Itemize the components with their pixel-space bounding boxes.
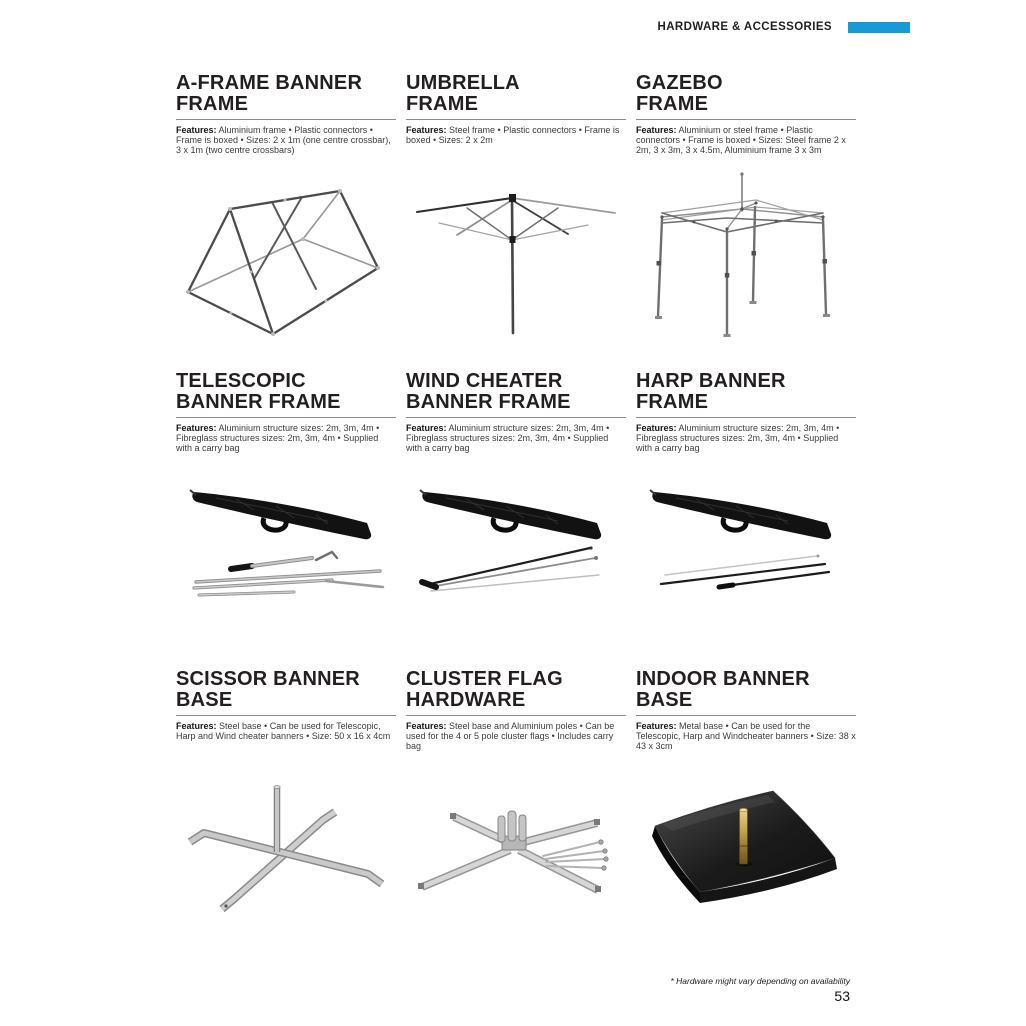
product-title — [176, 73, 396, 115]
product-image-wrap — [176, 760, 396, 945]
header-accent-bar — [848, 22, 910, 33]
product-title-line2: FRAME — [176, 93, 249, 115]
product-title-line2: FRAME — [406, 93, 479, 115]
product-title-line2: BASE — [636, 689, 693, 711]
product-title — [406, 371, 626, 413]
features-label: Features: — [176, 125, 217, 135]
features-text: Steel base and Aluminium poles • Can be used for the 4 or 5 pole cluster flags • Includes carry bag — [406, 721, 615, 751]
page-number: 53 — [834, 988, 850, 1004]
features-label: Features: — [406, 125, 447, 135]
product-title-line2: FRAME — [636, 391, 709, 413]
features-text: Aluminium frame • Plastic connectors • Frame is boxed • Sizes: 2 x 1m (one centre crossbar), 3 x 1m (two centre crossbars) — [176, 125, 391, 155]
page-header-title: HARDWARE & ACCESSORIES — [657, 21, 832, 33]
cluster-flag-hardware-image — [406, 760, 626, 945]
product-title — [636, 73, 856, 115]
product-features — [176, 125, 396, 157]
product-title-line2: BANNER FRAME — [406, 391, 571, 413]
product-card-telescopic-banner-frame — [176, 371, 396, 633]
title-separator — [406, 119, 626, 120]
title-separator — [406, 417, 626, 418]
product-title-line2: BASE — [176, 689, 233, 711]
title-separator — [406, 715, 626, 716]
product-features — [406, 125, 626, 157]
title-separator — [176, 119, 396, 120]
product-title-line1: A-FRAME BANNER — [176, 72, 363, 94]
features-label: Features: — [406, 721, 447, 731]
product-image-wrap — [176, 161, 396, 356]
product-card-a-frame-banner-frame — [176, 73, 396, 356]
product-title — [176, 371, 396, 413]
product-title-line1: GAZEBO — [636, 72, 723, 94]
product-title — [176, 669, 396, 711]
product-image-wrap — [176, 468, 396, 633]
product-features — [636, 721, 856, 753]
product-title-line2: FRAME — [636, 93, 709, 115]
product-features — [636, 423, 856, 455]
product-image-wrap — [636, 161, 856, 356]
product-image-wrap — [636, 760, 856, 945]
product-image-wrap — [636, 468, 856, 633]
telescopic-banner-frame-image — [176, 468, 396, 633]
features-text: Aluminium structure sizes: 2m, 3m, 4m • Fibreglass structures sizes: 2m, 3m, 4m • Supplied with a carry bag — [406, 423, 610, 453]
product-card-harp-banner-frame — [636, 371, 856, 633]
umbrella-frame-image — [406, 161, 626, 356]
product-title — [636, 669, 856, 711]
product-title-line2: BANNER FRAME — [176, 391, 341, 413]
title-separator — [636, 715, 856, 716]
product-image-wrap — [406, 161, 626, 356]
product-card-umbrella-frame — [406, 73, 626, 356]
features-label: Features: — [636, 721, 677, 731]
product-image-wrap — [406, 468, 626, 633]
wind-cheater-banner-frame-image — [406, 468, 626, 633]
product-title-line1: WIND CHEATER — [406, 370, 563, 392]
title-separator — [636, 119, 856, 120]
availability-note: * Hardware might vary depending on availability — [670, 976, 850, 986]
a-frame-banner-frame-image — [176, 161, 396, 356]
product-row-2 — [176, 371, 856, 633]
product-features — [176, 721, 396, 753]
product-title-line1: INDOOR BANNER — [636, 668, 810, 690]
product-card-indoor-banner-base — [636, 669, 856, 945]
features-text: Aluminium structure sizes: 2m, 3m, 4m • Fibreglass structures sizes: 2m, 3m, 4m • Supplied with a carry bag — [636, 423, 840, 453]
product-row-1 — [176, 73, 856, 356]
product-card-gazebo-frame — [636, 73, 856, 356]
product-features — [406, 721, 626, 753]
product-card-cluster-flag-hardware — [406, 669, 626, 945]
product-row-3 — [176, 669, 856, 945]
gazebo-frame-image — [636, 161, 856, 356]
product-title-line1: HARP BANNER — [636, 370, 786, 392]
indoor-banner-base-image — [636, 760, 856, 945]
features-label: Features: — [176, 423, 217, 433]
features-label: Features: — [176, 721, 217, 731]
features-label: Features: — [406, 423, 447, 433]
product-card-scissor-banner-base — [176, 669, 396, 945]
features-text: Steel base • Can be used for Telescopic, Harp and Wind cheater banners • Size: 50 x 16 x 4cm — [176, 721, 391, 741]
features-text: Steel frame • Plastic connectors • Frame is boxed • Sizes: 2 x 2m — [406, 125, 620, 145]
features-text: Aluminium structure sizes: 2m, 3m, 4m • Fibreglass structures sizes: 2m, 3m, 4m • Supplied with a carry bag — [176, 423, 380, 453]
product-features — [406, 423, 626, 455]
features-label: Features: — [636, 423, 677, 433]
product-title-line1: TELESCOPIC — [176, 370, 306, 392]
product-features — [176, 423, 396, 455]
scissor-banner-base-image — [176, 760, 396, 945]
features-label: Features: — [636, 125, 677, 135]
product-card-wind-cheater-banner-frame — [406, 371, 626, 633]
title-separator — [176, 715, 396, 716]
product-title — [406, 669, 626, 711]
harp-banner-frame-image — [636, 468, 856, 633]
product-title-line1: SCISSOR BANNER — [176, 668, 360, 690]
title-separator — [176, 417, 396, 418]
product-title — [406, 73, 626, 115]
product-image-wrap — [406, 760, 626, 945]
product-title-line1: CLUSTER FLAG — [406, 668, 563, 690]
product-title — [636, 371, 856, 413]
features-text: Aluminium or steel frame • Plastic connectors • Frame is boxed • Sizes: Steel frame 2 x 2m, 3 x 3m, 3 x 4.5m, Aluminium frame 3 x 3m — [636, 125, 846, 155]
product-features — [636, 125, 856, 157]
product-title-line2: HARDWARE — [406, 689, 526, 711]
title-separator — [636, 417, 856, 418]
features-text: Metal base • Can be used for the Telescopic, Harp and Windcheater banners • Size: 38 x 43 x 3cm — [636, 721, 856, 751]
product-title-line1: UMBRELLA — [406, 72, 520, 94]
